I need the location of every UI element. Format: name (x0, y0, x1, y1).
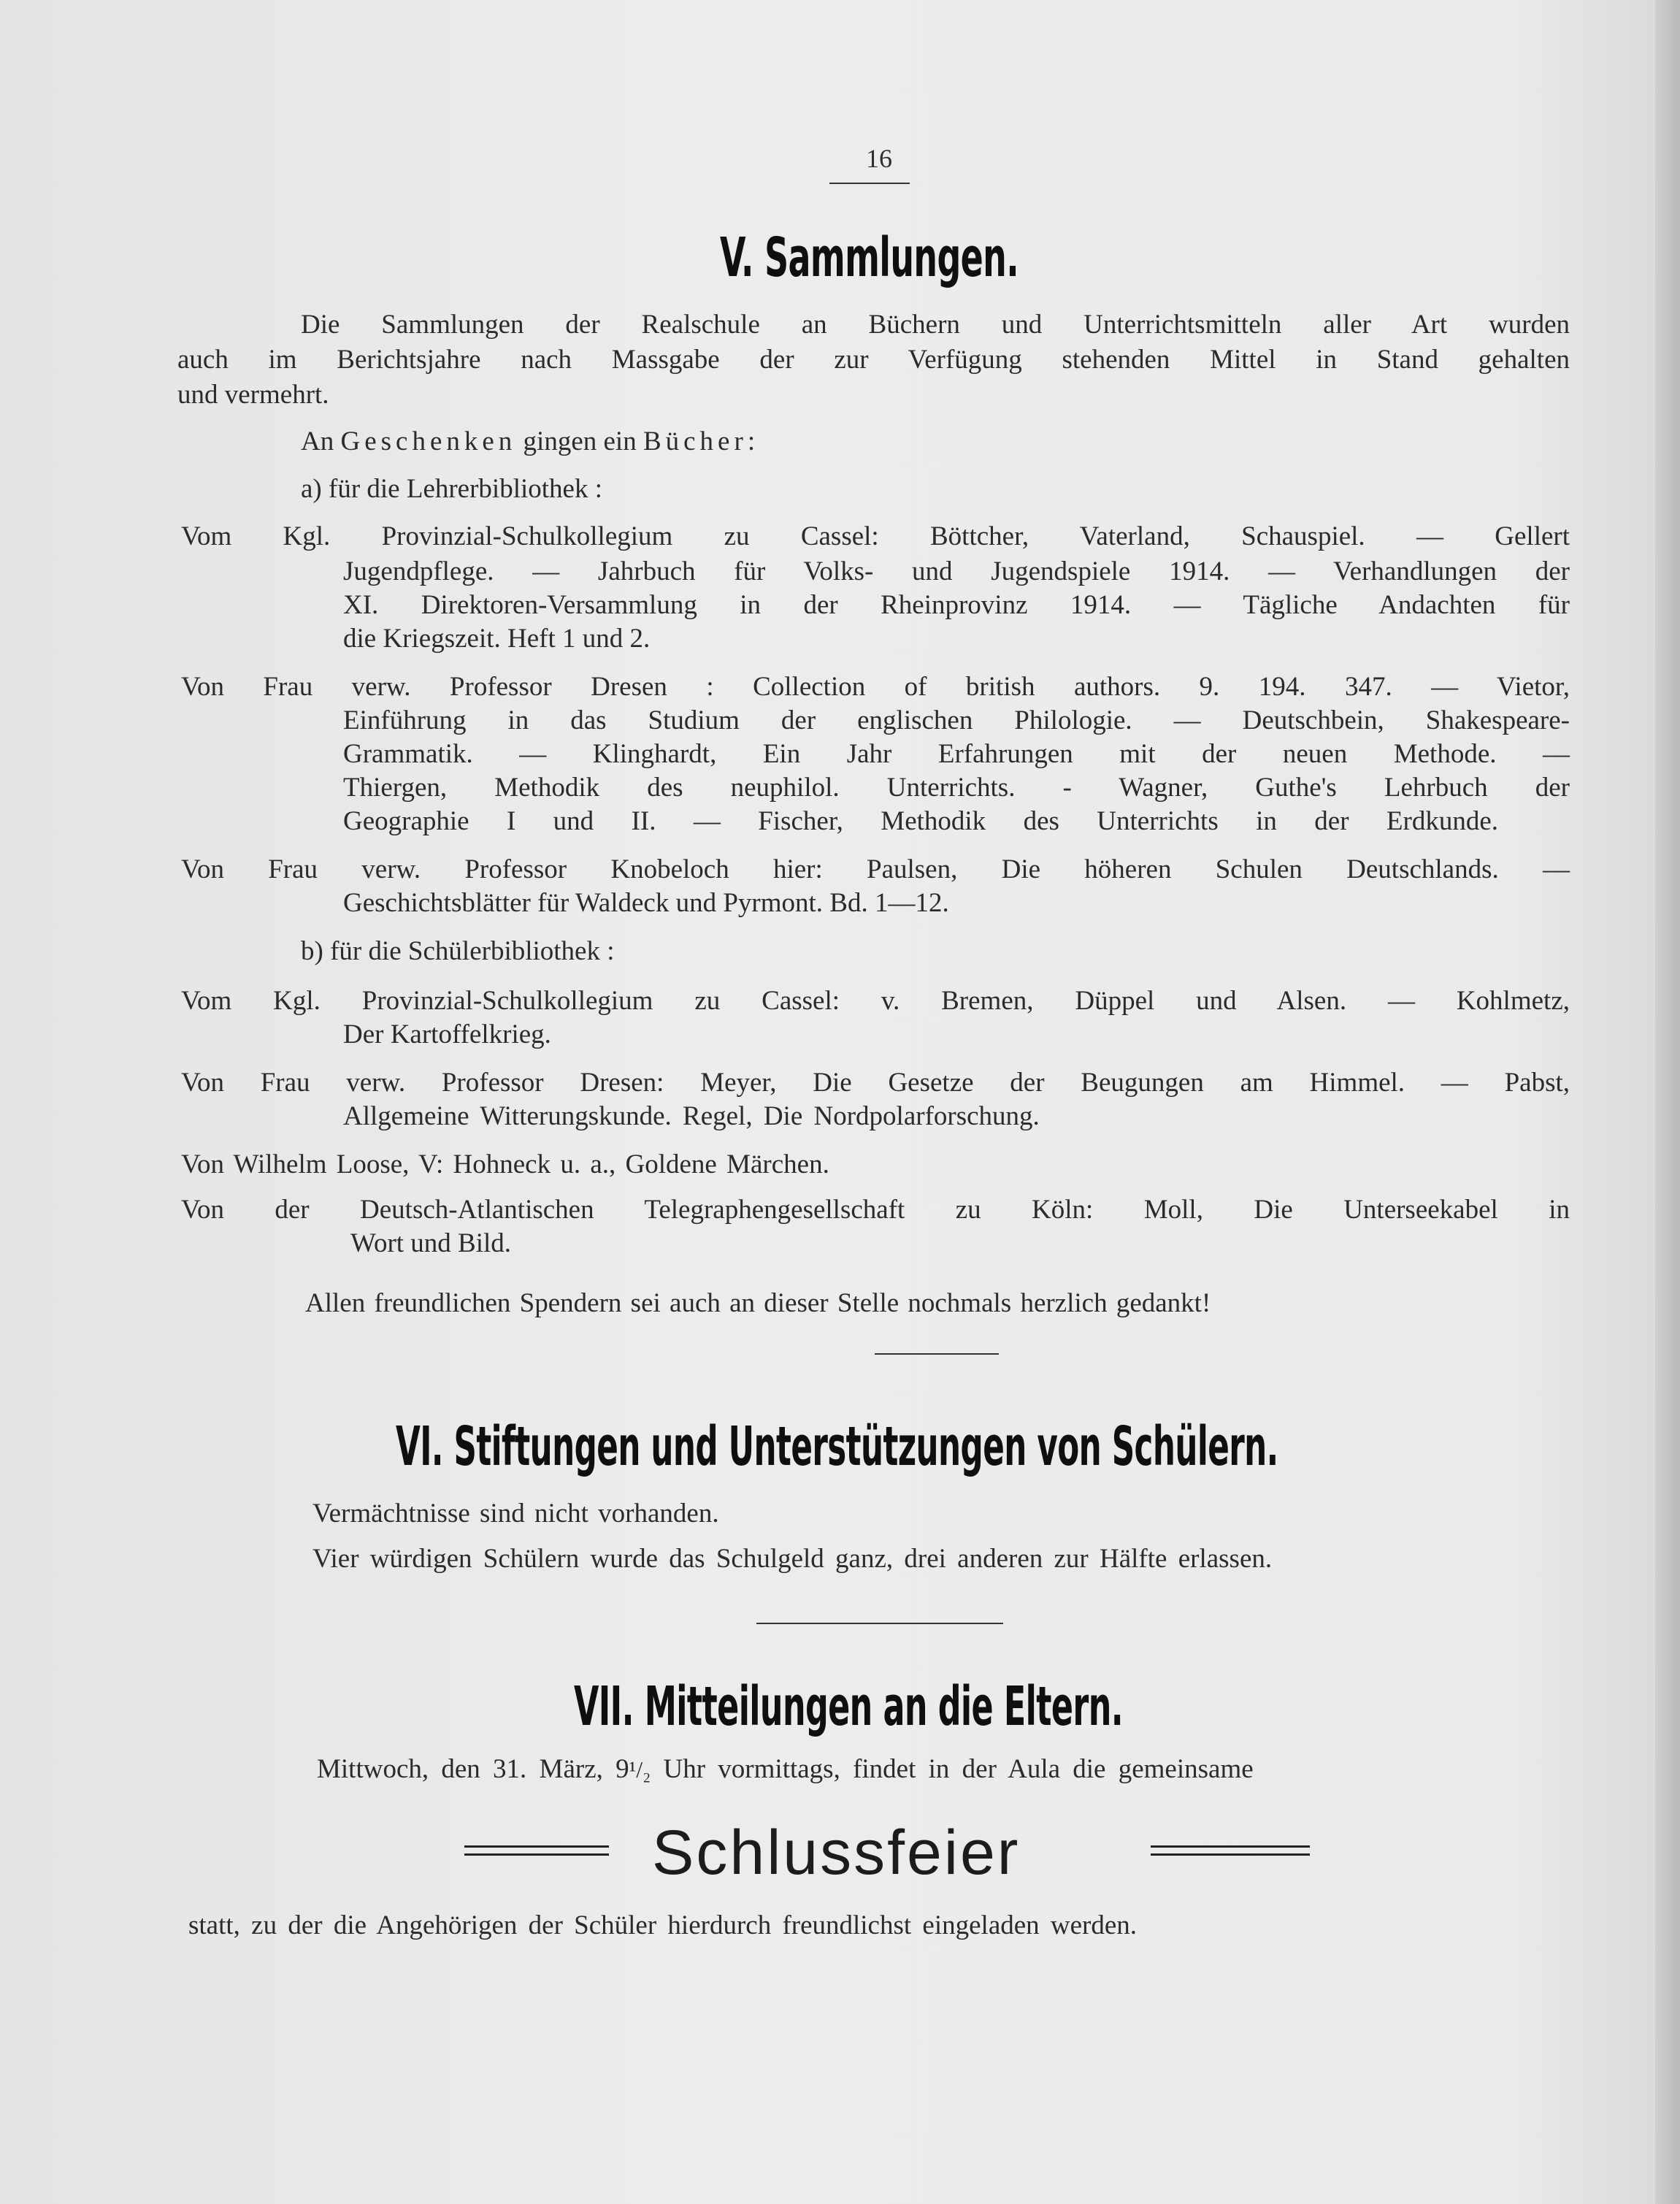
entry-a2-line-3: Grammatik. — Klinghardt, Ein Jahr Erfahrungen mit der neuen Methode. — (343, 739, 1570, 769)
section-6-line-2: Vier würdigen Schülern wurde das Schulgeld ganz, drei anderen zur Hälfte erlassen. (312, 1544, 1273, 1574)
entry-a1-line-2: Jugendpflege. — Jahrbuch für Volks- und Jugendspiele 1914. — Verhandlungen der (343, 556, 1570, 586)
page-number-rule (829, 183, 910, 184)
entry-a1-line-4: die Kriegszeit. Heft 1 und 2. (343, 624, 651, 654)
entry-b1-line-1: Vom Kgl. Provinzial-Schulkollegium zu Cassel: v. Bremen, Düppel und Alsen. — Kohlmetz, (181, 986, 1570, 1016)
schlussfeier-title: Schlussfeier (652, 1818, 1021, 1888)
intro-line-3: und vermehrt. (177, 380, 329, 410)
section-7-line-2: statt, zu der die Angehörigen der Schüler hierdurch freundlichst eingeladen werden. (188, 1910, 1138, 1940)
section-6-line-1: Vermächtnisse sind nicht vorhanden. (312, 1499, 719, 1528)
time-fraction: ¹/₂ (629, 1756, 651, 1783)
entry-a3-line-1: Von Frau verw. Professor Knobeloch hier: Paulsen, Die höheren Schulen Deutschlands. — (181, 854, 1570, 884)
date-text: Mittwoch, den 31. März, 9 (317, 1754, 629, 1784)
gifts-prefix: An (301, 426, 334, 456)
thanks-line: Allen freundlichen Spendern sei auch an dieser Stelle nochmals herzlich gedankt! (305, 1288, 1211, 1318)
gifts-line (301, 425, 755, 459)
page-number: 16 (866, 144, 892, 173)
entry-a1-line-1: Vom Kgl. Provinzial-Schulkollegium zu Cassel: Böttcher, Vaterland, Schauspiel. — Gellert (181, 521, 1570, 551)
section-divider-1 (875, 1353, 999, 1355)
location-text: Uhr vormittags, findet in der Aula die gemeinsame (651, 1754, 1254, 1784)
section-7-line-1 (317, 1753, 1254, 1786)
entry-b1-line-2: Der Kartoffelkrieg. (343, 1019, 551, 1049)
entry-a2-line-4: Thiergen, Methodik des neuphilol. Unterrichts. - Wagner, Guthe's Lehrbuch der (343, 773, 1570, 803)
page-edge-shadow (1655, 0, 1680, 2204)
intro-line-1: Die Sammlungen der Realschule an Büchern und Unterrichtsmitteln aller Art wurden (301, 310, 1570, 340)
section-5-heading: V. Sammlungen. (720, 226, 1019, 289)
entry-b2-line-1: Von Frau verw. Professor Dresen: Meyer, Die Gesetze der Beugungen am Himmel. — Pabst, (181, 1068, 1570, 1098)
gifts-suffix: : (747, 426, 756, 456)
section-6-heading: VI. Stiftungen und Unterstützungen von Schülern. (396, 1415, 1278, 1478)
sub-a-label: a) für die Lehrerbibliothek : (301, 474, 602, 504)
schlussfeier-left-rule (464, 1845, 609, 1856)
entry-a1-line-3: XI. Direktoren-Versammlung in der Rheinprovinz 1914. — Tägliche Andachten für (343, 590, 1570, 620)
gifts-books: Bücher (643, 426, 748, 456)
section-7-heading: VII. Mitteilungen an die Eltern. (574, 1675, 1123, 1738)
entry-a3-line-2: Geschichtsblätter für Waldeck und Pyrmont. Bd. 1—12. (343, 888, 949, 918)
entry-a2-line-2: Einführung in das Studium der englischen Philologie. — Deutschbein, Shakespeare- (343, 705, 1570, 735)
intro-line-2: auch im Berichtsjahre nach Massgabe der zur Verfügung stehenden Mittel in Stand gehalten (177, 345, 1570, 375)
entry-b2-line-2: Allgemeine Witterungskunde. Regel, Die Nordpolarforschung. (343, 1101, 1040, 1131)
entry-b4-line-1: Von der Deutsch-Atlantischen Telegraphengesellschaft zu Köln: Moll, Die Unterseekabel in (181, 1195, 1570, 1225)
sub-b-label: b) für die Schülerbibliothek : (301, 936, 615, 966)
entry-b3-line-1: Von Wilhelm Loose, V: Hohneck u. a., Goldene Märchen. (181, 1149, 829, 1179)
entry-b4-line-2: Wort und Bild. (350, 1228, 512, 1258)
entry-a2-line-5: Geographie I und II. — Fischer, Methodik des Unterrichts in der Erdkunde. (343, 806, 1498, 836)
entry-a2-line-1: Von Frau verw. Professor Dresen : Collection of british authors. 9. 194. 347. — Vietor, (181, 672, 1570, 702)
gifts-middle: gingen ein (523, 426, 637, 456)
gifts-word: Geschenken (340, 426, 517, 456)
schlussfeier-right-rule (1151, 1845, 1310, 1856)
section-divider-2 (756, 1623, 1003, 1624)
